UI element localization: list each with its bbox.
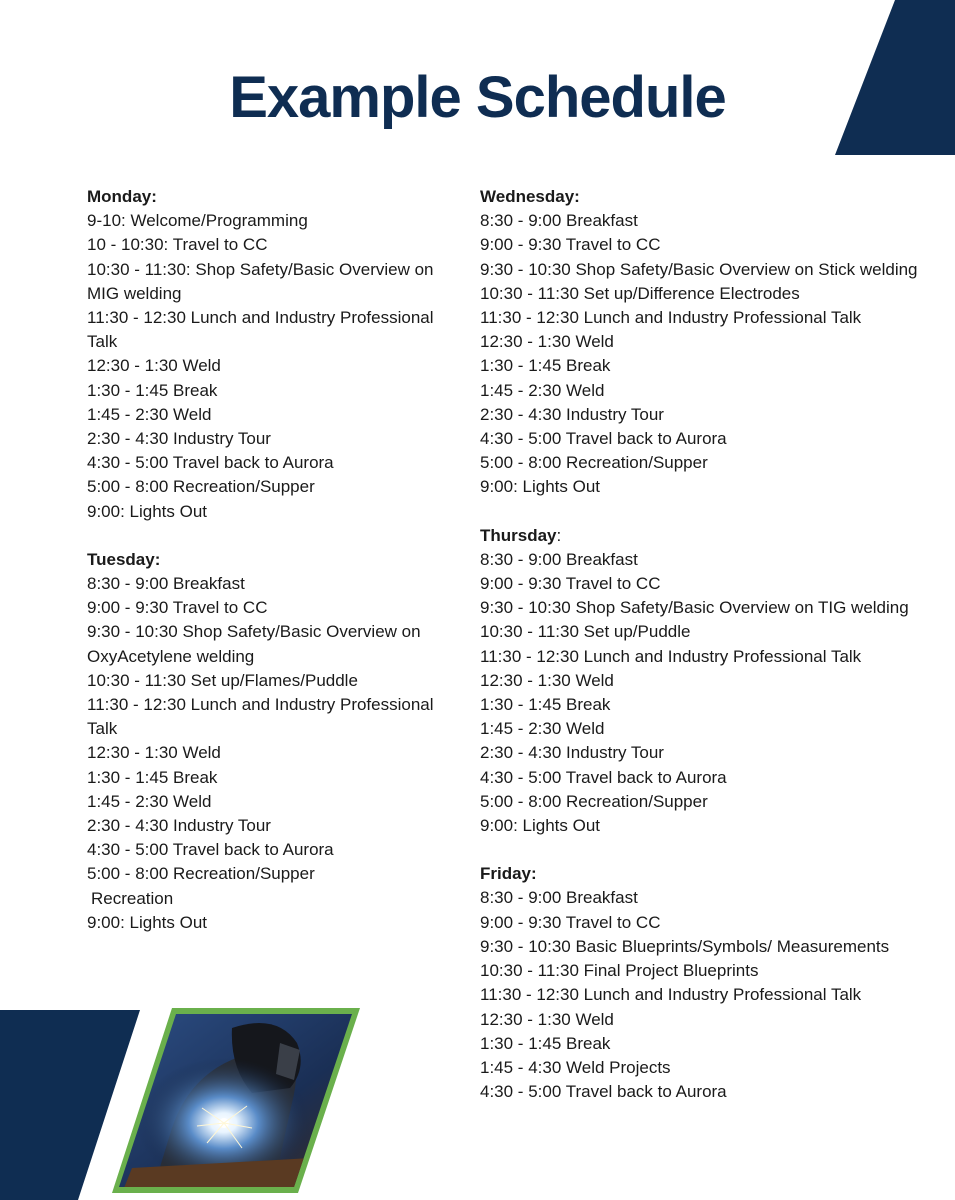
- day-section-friday: [480, 862, 950, 1104]
- schedule-entry: 11:30 - 12:30 Lunch and Industry Professional Talk: [87, 695, 434, 739]
- schedule-entry: 1:30 - 1:45 Break: [87, 767, 218, 787]
- day-section-wednesday: [480, 185, 950, 500]
- schedule-entry: 10:30 - 11:30 Final Project Blueprints: [480, 961, 759, 981]
- schedule-entry: 1:45 - 2:30 Weld: [87, 404, 212, 424]
- schedule-entry: 2:30 - 4:30 Industry Tour: [87, 429, 271, 449]
- day-section-monday: [87, 185, 457, 524]
- schedule-entry: 8:30 - 9:00 Breakfast: [87, 574, 245, 594]
- schedule-entry: 11:30 - 12:30 Lunch and Industry Professional Talk: [480, 646, 862, 666]
- schedule-entry: 12:30 - 1:30 Weld: [480, 670, 614, 690]
- day-heading: [87, 548, 457, 572]
- schedule-entry: 12:30 - 1:30 Weld: [480, 1009, 614, 1029]
- schedule-entry: 5:00 - 8:00 Recreation/Supper: [87, 864, 315, 884]
- day-heading: [480, 524, 950, 548]
- schedule-entry: 8:30 - 9:00 Breakfast: [480, 211, 638, 231]
- schedule-entry: 10:30 - 11:30 Set up/Puddle: [480, 622, 691, 642]
- schedule-entry: 9:00 - 9:30 Travel to CC: [480, 574, 661, 594]
- schedule-entry: 10:30 - 11:30 Set up/Difference Electrodes: [480, 283, 800, 303]
- schedule-entry: 8:30 - 9:00 Breakfast: [480, 549, 638, 569]
- schedule-entry: 10 - 10:30: Travel to CC: [87, 235, 268, 255]
- schedule-entry: 11:30 - 12:30 Lunch and Industry Professional Talk: [480, 308, 862, 328]
- schedule-entry: 4:30 - 5:00 Travel back to Aurora: [87, 840, 334, 860]
- day-label: Monday:: [87, 187, 157, 206]
- schedule-entry: 5:00 - 8:00 Recreation/Supper: [480, 453, 708, 473]
- schedule-entry: 5:00 - 8:00 Recreation/Supper: [87, 477, 315, 497]
- schedule-entry: 1:30 - 1:45 Break: [480, 356, 611, 376]
- schedule-entry: 9:30 - 10:30 Shop Safety/Basic Overview on OxyAcetylene welding: [87, 622, 421, 666]
- schedule-entry: 9:30 - 10:30 Basic Blueprints/Symbols/ Measurements: [480, 936, 890, 956]
- schedule-entry: 1:45 - 2:30 Weld: [87, 791, 212, 811]
- schedule-entry: 9:00: Lights Out: [87, 912, 208, 932]
- schedule-entry: 4:30 - 5:00 Travel back to Aurora: [480, 429, 727, 449]
- schedule-entry: 1:30 - 1:45 Break: [87, 380, 218, 400]
- schedule-entry: 12:30 - 1:30 Weld: [480, 332, 614, 352]
- schedule-entry: 9:00: Lights Out: [87, 501, 208, 521]
- schedule-entry: 10:30 - 11:30: Shop Safety/Basic Overview on MIG welding: [87, 259, 434, 303]
- welder-photo: [112, 1008, 360, 1193]
- day-label-suffix: :: [556, 525, 562, 545]
- day-section-thursday: [480, 524, 950, 839]
- schedule-entry: 12:30 - 1:30 Weld: [87, 356, 221, 376]
- schedule-entry: 2:30 - 4:30 Industry Tour: [480, 743, 664, 763]
- schedule-entry: 9:00 - 9:30 Travel to CC: [480, 912, 661, 932]
- schedule-entry: 9:00: Lights Out: [480, 477, 601, 497]
- day-label: Friday:: [480, 864, 537, 884]
- schedule-entry: 11:30 - 12:30 Lunch and Industry Professional Talk: [480, 985, 862, 1005]
- schedule-entry: 2:30 - 4:30 Industry Tour: [480, 404, 664, 424]
- schedule-entry: 1:45 - 4:30 Weld Projects: [480, 1057, 671, 1077]
- day-label: Thursday: [480, 525, 557, 545]
- schedule-entry: 4:30 - 5:00 Travel back to Aurora: [480, 767, 727, 787]
- schedule-entry: 9:30 - 10:30 Shop Safety/Basic Overview on Stick welding: [480, 259, 918, 279]
- schedule-entry: 1:30 - 1:45 Break: [480, 695, 611, 715]
- schedule-right-column: [480, 185, 950, 1128]
- day-heading: [480, 185, 950, 209]
- schedule-entry: 5:00 - 8:00 Recreation/Supper: [480, 791, 708, 811]
- schedule-entry: 1:45 - 2:30 Weld: [480, 719, 605, 739]
- schedule-left-column: [87, 185, 457, 959]
- schedule-entry: 9:00 - 9:30 Travel to CC: [480, 235, 661, 255]
- schedule-entry: Recreation: [91, 888, 174, 908]
- schedule-entry: 1:30 - 1:45 Break: [480, 1033, 611, 1053]
- schedule-entry: 11:30 - 12:30 Lunch and Industry Professional Talk: [87, 308, 434, 352]
- schedule-entry: 4:30 - 5:00 Travel back to Aurora: [87, 453, 334, 473]
- schedule-entry: 4:30 - 5:00 Travel back to Aurora: [480, 1082, 727, 1102]
- schedule-entry: 10:30 - 11:30 Set up/Flames/Puddle: [87, 670, 358, 690]
- page-title: Example Schedule: [229, 65, 726, 130]
- day-label: Wednesday:: [480, 187, 580, 206]
- schedule-entry: 9-10: Welcome/Programming: [87, 211, 308, 231]
- schedule-entry: 12:30 - 1:30 Weld: [87, 743, 221, 763]
- day-section-tuesday: [87, 548, 457, 935]
- schedule-entry: 9:00 - 9:30 Travel to CC: [87, 598, 268, 618]
- schedule-entry: 1:45 - 2:30 Weld: [480, 380, 605, 400]
- schedule-entry: 8:30 - 9:00 Breakfast: [480, 888, 638, 908]
- schedule-entry: 9:00: Lights Out: [480, 816, 601, 836]
- day-label: Tuesday:: [87, 549, 161, 569]
- schedule-entry: 2:30 - 4:30 Industry Tour: [87, 816, 271, 836]
- day-heading: [87, 185, 457, 209]
- schedule-entry: 9:30 - 10:30 Shop Safety/Basic Overview on TIG welding: [480, 598, 909, 618]
- day-heading: [480, 862, 950, 886]
